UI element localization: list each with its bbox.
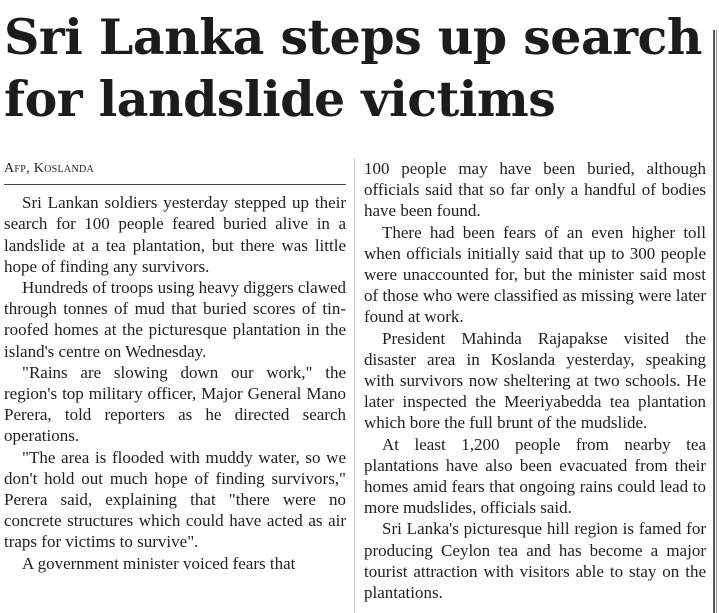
article-column-right <box>364 158 706 603</box>
column-divider <box>354 158 355 613</box>
paragraph: "Rains are slowing down our work," the region's top military officer, Major General Mano Perera, told reporters as he directed search operations. <box>4 362 346 446</box>
paragraph: Sri Lankan soldiers yesterday stepped up their search for 100 people feared buried alive in a landslide at a tea plantation, but there was little hope of finding any survivors. <box>4 193 346 276</box>
paragraph: At least 1,200 people from nearby tea plantations have also been evacuated from their homes amid fears that ongoing rains could lead to more mudslides, officials said. <box>364 434 706 518</box>
paragraph-continued: 100 people may have been buried, although officials said that so far only a handful of bodies have been found. <box>364 159 706 221</box>
paragraph: Hundreds of troops using heavy diggers clawed through tonnes of mud that buried scores of tin-roofed homes at the picturesque plantation in the island's centre on Wednesday. <box>4 278 346 361</box>
paragraph: "The area is flooded with muddy water, so we don't hold out much hope of finding survivors," Perera said, explaining that "there were no concrete structures which could have acted as air traps for victims to survive". <box>4 447 346 552</box>
paragraph: Sri Lanka's picturesque hill region is famed for producing Ceylon tea and has become a major tourist attraction with visitors able to stay on the plantations. <box>364 519 706 603</box>
paragraph: A government minister voiced fears that <box>22 553 296 573</box>
page-edge-rule-inner <box>716 30 717 613</box>
paragraph: There had been fears of an even higher toll when officials initially said that up to 300 people were unaccounted for, but the minister said most of those who were classified as missing were later found at work. <box>364 222 706 327</box>
page-edge-rule <box>713 30 715 613</box>
paragraph: President Mahinda Rajapakse visited the disaster area in Koslanda yesterday, speaking with survivors now sheltering at two schools. He later inspected the Meeriyabedda tea plantation which bore the full brunt of the mudslide. <box>364 328 706 433</box>
article-column-left <box>4 158 346 574</box>
byline: Afp, Koslanda <box>4 158 346 185</box>
headline: Sri Lanka steps up search for landslide victims <box>4 8 702 128</box>
